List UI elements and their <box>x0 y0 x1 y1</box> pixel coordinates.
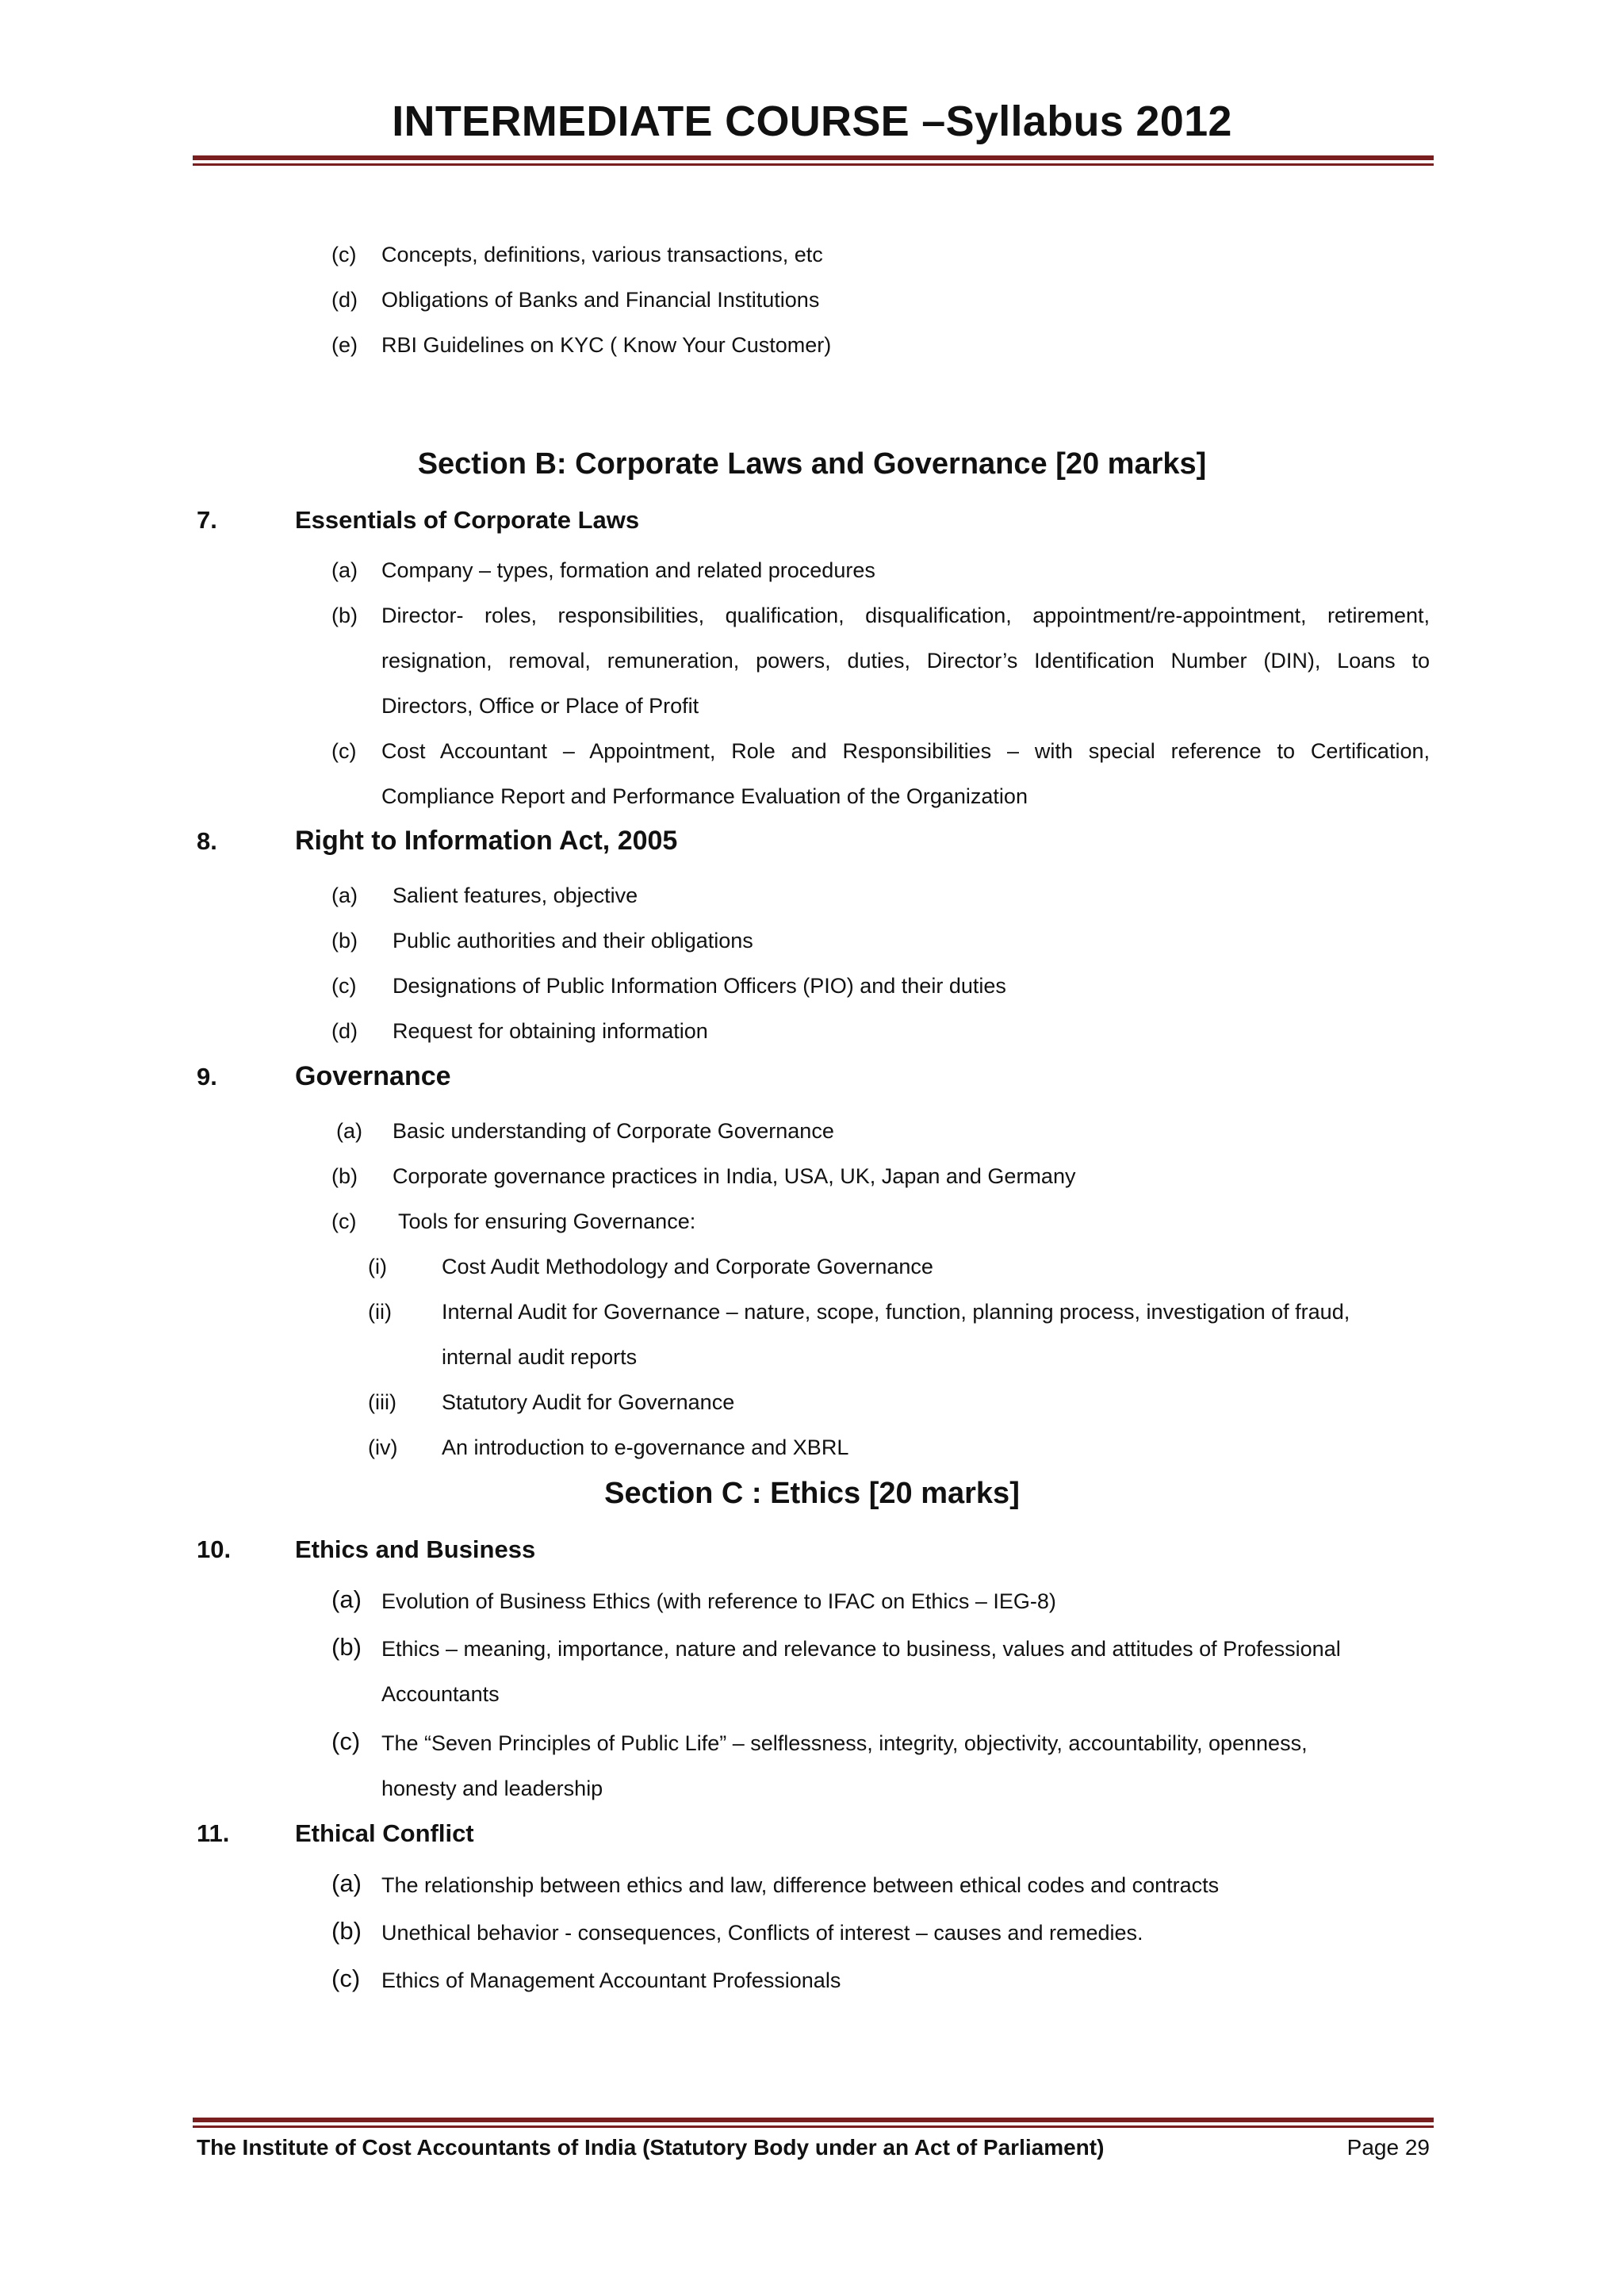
topic-title: Ethical Conflict <box>295 1819 474 1847</box>
item-text: Ethics of Management Accountant Professionals <box>381 1968 841 1992</box>
item-label: (a) <box>336 1119 362 1143</box>
item-text: Request for obtaining information <box>393 1019 708 1043</box>
item-label: (b) <box>331 1917 362 1945</box>
footer-institute: The Institute of Cost Accountants of India (Statutory Body under an Act of Parliament) <box>197 2135 1105 2160</box>
item-label: (a) <box>331 884 358 907</box>
topic-number: 8. <box>197 827 217 855</box>
topic-title: Right to Information Act, 2005 <box>295 826 678 856</box>
topic-title: Essentials of Corporate Laws <box>295 506 640 534</box>
item-text: Concepts, definitions, various transactions, etc <box>381 243 823 266</box>
section-b-heading: Section B: Corporate Laws and Governance [20 marks] <box>417 447 1207 481</box>
item-text: Public authorities and their obligations <box>393 929 753 953</box>
item-text: Unethical behavior - consequences, Conflicts of interest – causes and remedies. <box>381 1921 1143 1945</box>
subitem-text: Cost Audit Methodology and Corporate Governance <box>442 1255 933 1278</box>
item-label: (c) <box>331 1964 361 1992</box>
page-header-title: INTERMEDIATE COURSE –Syllabus 2012 <box>392 98 1232 145</box>
item-text: Designations of Public Information Officers (PIO) and their duties <box>393 974 1006 998</box>
item-label: (c) <box>331 243 357 266</box>
subitem-text: Statutory Audit for Governance <box>442 1390 735 1414</box>
item-label: (b) <box>331 604 358 627</box>
item-label: (c) <box>331 1209 357 1233</box>
item-text-line: resignation, removal, remuneration, powers, duties, Director’s Identification Number (DIN), Loans to <box>381 649 1430 673</box>
item-text: Company – types, formation and related procedures <box>381 558 875 582</box>
subitem-text: Internal Audit for Governance – nature, scope, function, planning process, investigation of fraud, <box>442 1300 1350 1324</box>
topic-number: 7. <box>197 506 217 534</box>
footer-rule-thin <box>193 2125 1434 2128</box>
subitem-label: (i) <box>368 1255 387 1278</box>
subitem-text: An introduction to e-governance and XBRL <box>442 1435 849 1459</box>
header-rule-thick <box>193 155 1434 160</box>
item-text: Basic understanding of Corporate Governance <box>393 1119 834 1143</box>
subitem-text: internal audit reports <box>442 1345 638 1369</box>
item-text: Corporate governance practices in India, USA, UK, Japan and Germany <box>393 1164 1076 1188</box>
item-text-line: Ethics – meaning, importance, nature and relevance to business, values and attitudes of Professional <box>381 1637 1341 1661</box>
item-text-line: Director- roles, responsibilities, qualification, disqualification, appointment/re-appointment, retirement, <box>381 604 1430 627</box>
topic-number: 9. <box>197 1063 217 1091</box>
item-text-line: Accountants <box>381 1682 500 1706</box>
footer-page-number: Page 29 <box>1346 2135 1430 2160</box>
item-label: (b) <box>331 1633 362 1661</box>
item-text: Tools for ensuring Governance: <box>398 1209 696 1233</box>
item-text: Evolution of Business Ethics (with reference to IFAC on Ethics – IEG-8) <box>381 1589 1056 1613</box>
item-text-line: Cost Accountant – Appointment, Role and Responsibilities – with special reference to Certification, <box>381 739 1430 763</box>
item-text: Salient features, objective <box>393 884 638 907</box>
item-label: (b) <box>331 929 358 953</box>
subitem-label: (ii) <box>368 1300 392 1324</box>
item-text: The relationship between ethics and law, difference between ethical codes and contracts <box>381 1873 1220 1897</box>
footer-rule-thick <box>193 2118 1434 2122</box>
item-label: (b) <box>331 1164 358 1188</box>
topic-title: Governance <box>295 1061 451 1091</box>
item-label: (c) <box>331 1727 361 1755</box>
item-label: (c) <box>331 739 357 763</box>
item-label: (d) <box>331 288 358 312</box>
item-text-line: honesty and leadership <box>381 1777 603 1800</box>
item-label: (a) <box>331 1869 362 1897</box>
item-label: (d) <box>331 1019 358 1043</box>
header-rule-thin <box>193 163 1434 166</box>
item-text-line: Compliance Report and Performance Evaluation of the Organization <box>381 784 1028 808</box>
item-text: RBI Guidelines on KYC ( Know Your Customer) <box>381 333 832 357</box>
section-c-heading: Section C : Ethics [20 marks] <box>604 1477 1020 1510</box>
subitem-label: (iv) <box>368 1435 398 1459</box>
item-text-line: The “Seven Principles of Public Life” – selflessness, integrity, objectivity, accountability, openness, <box>381 1731 1308 1755</box>
topic-number: 11. <box>197 1819 230 1847</box>
item-label: (a) <box>331 1585 362 1613</box>
item-label: (a) <box>331 558 358 582</box>
item-text: Obligations of Banks and Financial Institutions <box>381 288 820 312</box>
topic-title: Ethics and Business <box>295 1535 536 1563</box>
item-text-line: Directors, Office or Place of Profit <box>381 694 699 718</box>
item-label: (e) <box>331 333 358 357</box>
topic-number: 10. <box>197 1535 232 1563</box>
subitem-label: (iii) <box>368 1390 396 1414</box>
item-label: (c) <box>331 974 357 998</box>
